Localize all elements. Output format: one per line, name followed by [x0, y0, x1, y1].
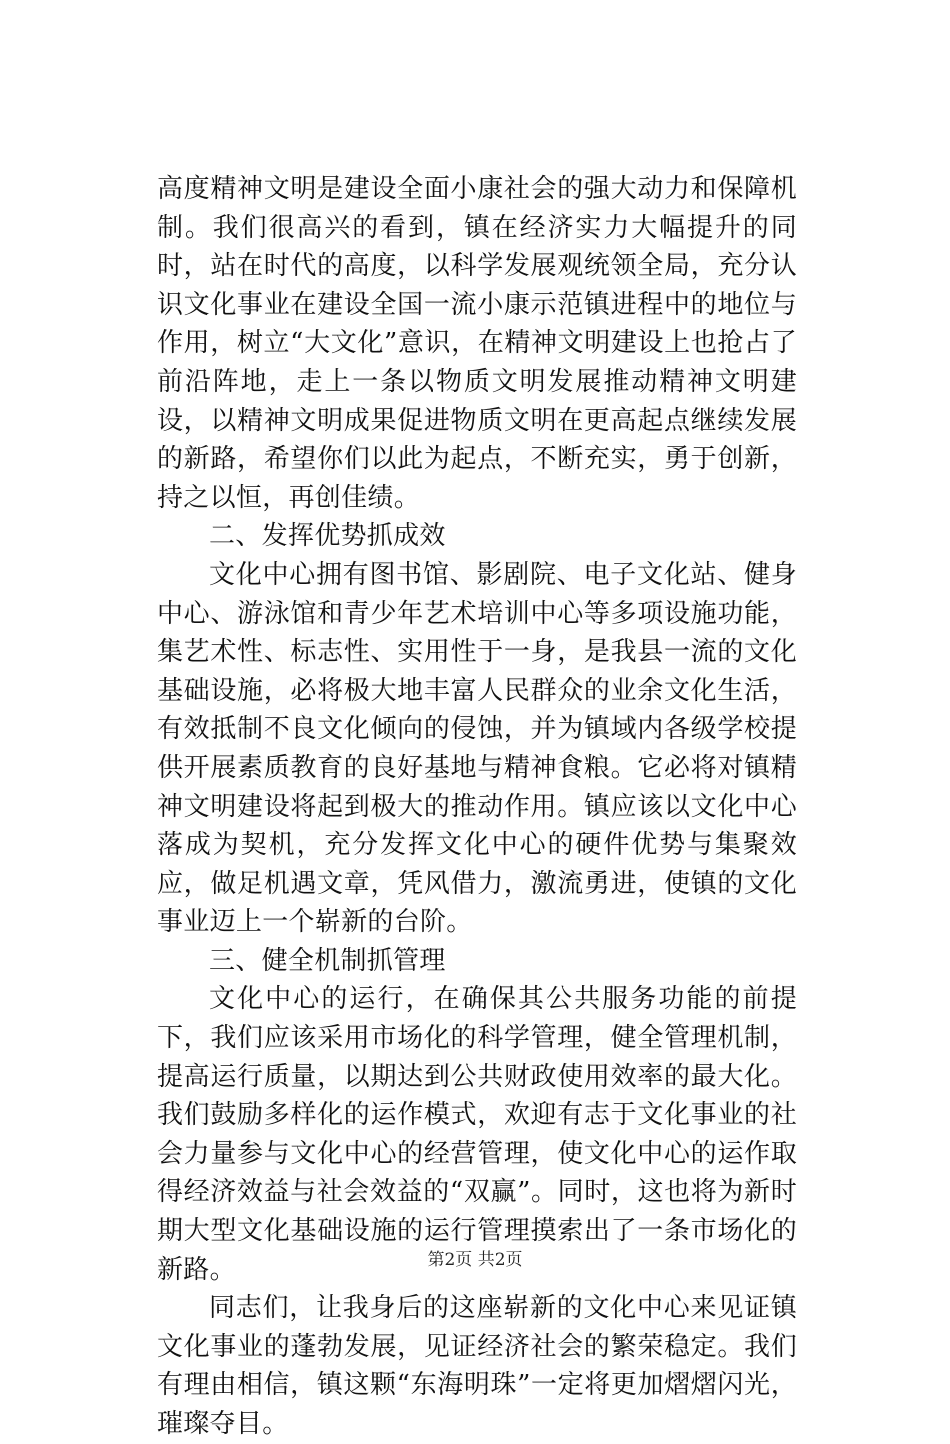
paragraph-section-3: 文化中心的运行，在确保其公共服务功能的前提下，我们应该采用市场化的科学管理，健全管理机制，提高运行质量，以期达到公共财政使用效率的最大化。我们鼓励多样化的运作模式，欢迎有志于文化事业的社会力量参与文化中心的经营管理，使文化中心的运作取得经济效益与社会效益的“双赢”。同时，这也将为新时期大型文化基础设施的运行管理摸索出了一条市场化的新路。 [157, 984, 797, 1285]
section-heading-2: 二、发挥优势抓成效 [209, 521, 446, 552]
page-footer: 第2页 共2页 [427, 1250, 523, 1270]
paragraph-intro: 高度精神文明是建设全面小康社会的强大动力和保障机制。我们很高兴的看到，镇在经济实力大幅提升的同时，站在时代的高度，以科学发展观统领全局，充分认识文化事业在建设全国一流小康示范镇进程中的地位与作用，树立“大文化”意识，在精神文明建设上也抢占了前沿阵地，走上一条以物质文明发展推动精神文明建设，以精神文明成果促进物质文明在更高起点继续发展的新路，希望你们以此为起点，不断充实，勇于创新，持之以恒，再创佳绩。 [157, 174, 797, 513]
paragraph-closing: 同志们，让我身后的这座崭新的文化中心来见证镇文化事业的蓬勃发展，见证经济社会的繁荣稳定。我们有理由相信，镇这颗“东海明珠”一定将更加熠熠闪光，璀璨夺目。 [157, 1293, 797, 1439]
paragraph-section-2: 文化中心拥有图书馆、影剧院、电子文化站、健身中心、游泳馆和青少年艺术培训中心等多项设施功能，集艺术性、标志性、实用性于一身，是我县一流的文化基础设施，必将极大地丰富人民群众的业余文化生活，有效抵制不良文化倾向的侵蚀，并为镇域内各级学校提供开展素质教育的良好基地与精神食粮。它必将对镇精神文明建设将起到极大的推动作用。镇应该以文化中心落成为契机，充分发挥文化中心的硬件优势与集聚效应，做足机遇文章，凭风借力，激流勇进，使镇的文化事业迈上一个崭新的台阶。 [157, 559, 797, 938]
section-heading-3: 三、健全机制抓管理 [209, 945, 446, 976]
